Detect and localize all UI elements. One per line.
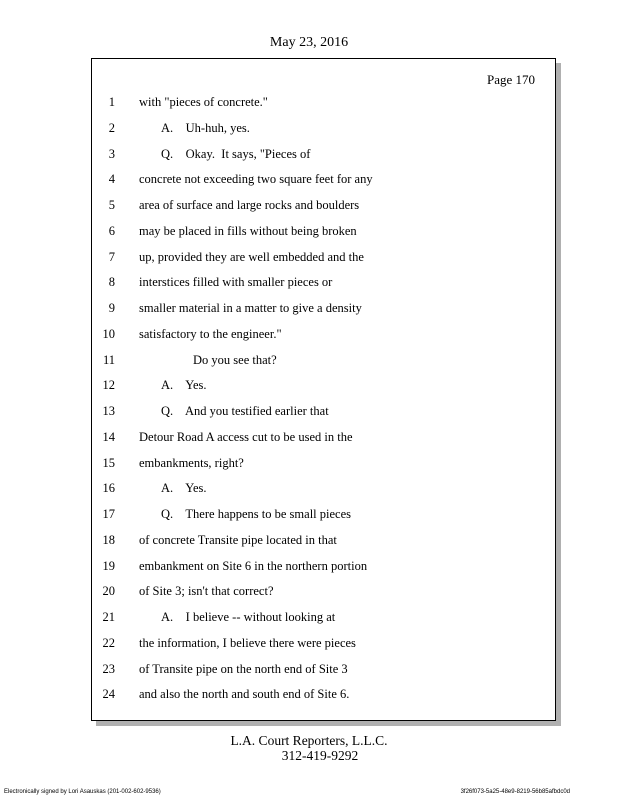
line-text: Detour Road A access cut to be used in the (139, 429, 353, 444)
line-number: 10 (102, 326, 115, 341)
line-number: 19 (102, 558, 115, 573)
transcript-line (92, 634, 555, 660)
footer-company: L.A. Court Reporters, L.L.C. (230, 733, 388, 748)
line-number: 22 (102, 635, 115, 650)
transcript-line (92, 557, 555, 583)
signature-left: Electronically signed by Lori Asauskas (201-002-602-9536) (4, 789, 161, 795)
line-text: area of surface and large rocks and boulders (139, 198, 360, 212)
transcript-line (92, 351, 555, 377)
line-text: of Transite pipe on the north end of Site 3 (139, 661, 348, 676)
line-number: 17 (102, 507, 115, 521)
transcript-line (92, 222, 555, 248)
transcript-line (92, 93, 555, 119)
transcript-line (92, 479, 555, 505)
line-number: 21 (102, 610, 115, 624)
transcript-line (92, 428, 555, 454)
line-number: 12 (102, 378, 115, 393)
line-number: 9 (108, 301, 115, 315)
line-text: with "pieces of concrete." (139, 95, 268, 109)
transcript-line (92, 505, 555, 531)
line-text: Do you see that? (193, 352, 277, 367)
line-number: 13 (102, 404, 115, 418)
transcript-line (92, 299, 555, 325)
footer-phone: 312-419-9292 (281, 748, 359, 763)
line-number: 5 (108, 198, 115, 212)
transcript-line (92, 608, 555, 634)
page-number: Page 170 (486, 72, 535, 87)
transcript-line (92, 582, 555, 608)
transcript-line (92, 402, 555, 428)
line-text: A. I believe -- without looking at (161, 610, 336, 624)
transcript-page (91, 58, 556, 721)
transcript-line (92, 531, 555, 557)
line-text: A. Yes. (161, 481, 207, 496)
line-number: 4 (108, 172, 115, 187)
line-text: concrete not exceeding two square feet for any (139, 172, 373, 187)
transcript-line (92, 119, 555, 145)
line-text: satisfactory to the engineer." (139, 326, 282, 341)
line-text: Q. And you testified earlier that (161, 404, 329, 418)
line-number: 16 (102, 481, 115, 496)
line-number: 3 (108, 146, 115, 161)
transcript-line (92, 196, 555, 222)
line-number: 1 (108, 95, 115, 109)
line-text: of Site 3; isn't that correct? (139, 584, 274, 599)
transcript-line (92, 145, 555, 171)
line-text: Q. There happens to be small pieces (161, 507, 351, 521)
line-text: and also the north and south end of Site 6. (139, 687, 350, 702)
line-number: 8 (108, 275, 115, 290)
line-text: of concrete Transite pipe located in that (139, 532, 337, 547)
transcript-line (92, 454, 555, 480)
transcript-line (92, 660, 555, 686)
line-text: up, provided they are well embedded and the (139, 249, 364, 264)
line-number: 20 (102, 584, 115, 599)
line-number: 7 (108, 249, 115, 264)
line-text: A. Uh-huh, yes. (161, 120, 250, 135)
transcript-lines (92, 93, 555, 711)
transcript-line (92, 376, 555, 402)
line-number: 15 (102, 455, 115, 470)
line-number: 14 (102, 429, 115, 444)
line-text: Q. Okay. It says, "Pieces of (161, 146, 311, 161)
header-date: May 23, 2016 (269, 35, 349, 50)
line-number: 18 (102, 532, 115, 547)
transcript-line (92, 325, 555, 351)
transcript-line (92, 170, 555, 196)
line-text: smaller material in a matter to give a density (139, 301, 362, 315)
line-text: embankment on Site 6 in the northern portion (139, 558, 368, 573)
line-number: 11 (102, 352, 115, 367)
line-text: interstices filled with smaller pieces or (139, 275, 333, 290)
line-number: 6 (108, 223, 115, 238)
line-text: may be placed in fills without being broken (139, 223, 357, 238)
line-text: A. Yes. (161, 378, 207, 393)
line-number: 24 (102, 687, 115, 702)
transcript-line (92, 685, 555, 711)
line-text: embankments, right? (139, 455, 244, 470)
line-number: 2 (108, 120, 115, 135)
footer (0, 733, 618, 763)
signature-right: 3f26f073-5a25-48e9-8219-56b85afbdc0d (460, 789, 570, 795)
transcript-line (92, 248, 555, 274)
line-text: the information, I believe there were pieces (139, 635, 356, 650)
line-number: 23 (102, 661, 115, 676)
transcript-line (92, 273, 555, 299)
